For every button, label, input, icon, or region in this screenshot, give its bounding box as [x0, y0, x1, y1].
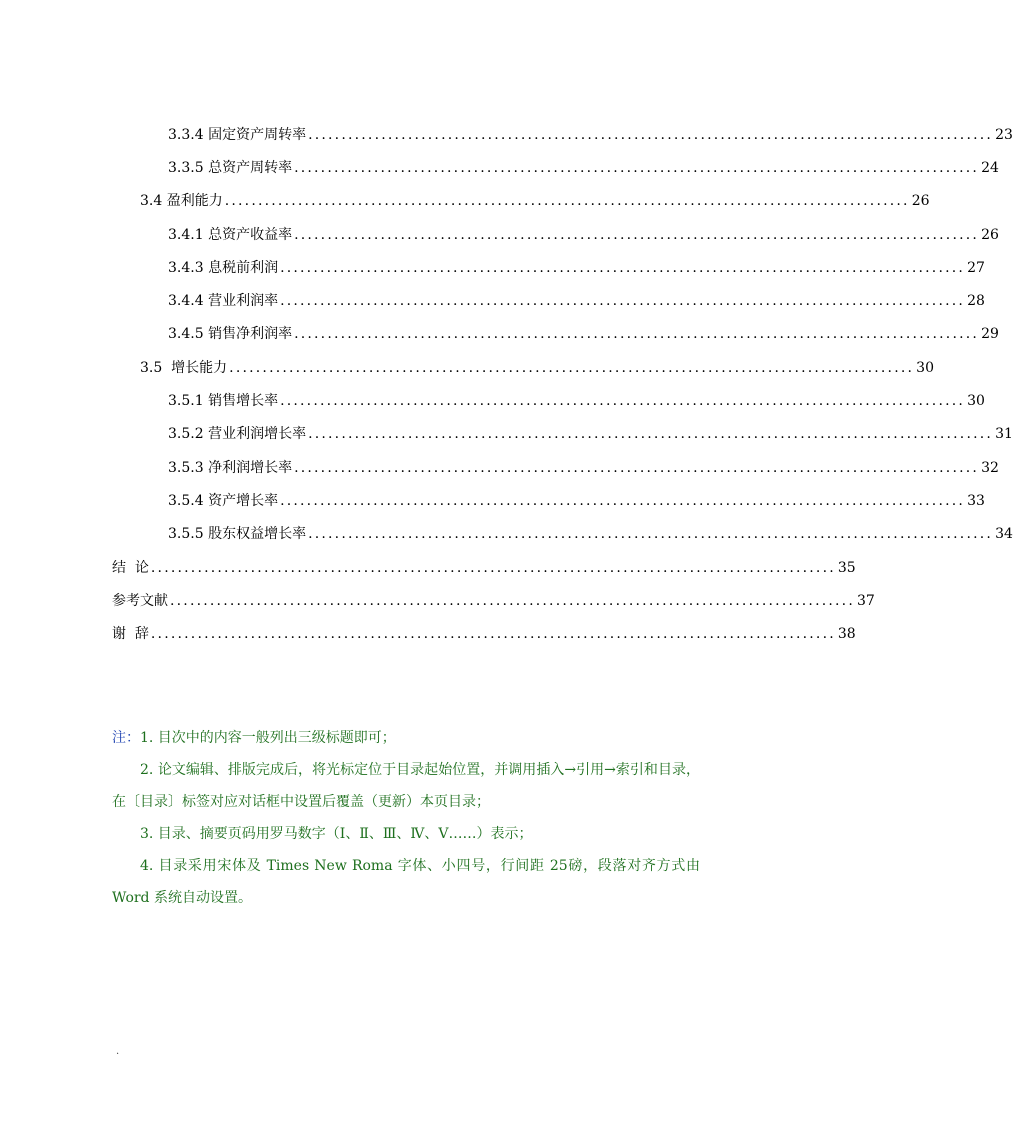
toc-entry-title: 3.5.2 营业利润增长率: [168, 426, 307, 442]
toc-entry-title: 结 论: [112, 560, 149, 576]
toc-leader-dots: .......................................................................................................: [170, 593, 855, 609]
toc-entry-3-3-4[interactable]: [168, 124, 1013, 146]
toc-entry-page: 27: [967, 260, 985, 276]
note-line-1: [112, 722, 700, 754]
toc-leader-dots: .......................................................................................................: [294, 326, 980, 342]
toc-entry-page: 26: [981, 227, 999, 243]
toc-entry-page: 30: [916, 360, 934, 376]
toc-entry-title: 3.5.3 净利润增长率: [168, 460, 293, 476]
toc-entry-title: 3.5 增长能力: [140, 360, 228, 376]
toc-leader-dots: .......................................................................................................: [280, 393, 966, 409]
note-item-2: 2. 论文编辑、排版完成后，将光标定位于目录起始位置，并调用插入→引用→索引和目录，在〔目录〕标签对应对话框中设置后覆盖（更新）本页目录；: [112, 762, 700, 810]
toc-entry-page: 24: [981, 160, 999, 176]
toc-leader-dots: .......................................................................................................: [280, 493, 966, 509]
toc-entry-page: 35: [837, 560, 856, 576]
toc-entry-page: 29: [981, 326, 999, 342]
toc-leader-dots: .......................................................................................................: [308, 426, 994, 442]
toc-entry-conclusion[interactable]: [112, 557, 856, 579]
toc-entry-title: 3.4.5 销售净利润率: [168, 326, 293, 342]
toc-leader-dots: .......................................................................................................: [150, 626, 836, 642]
toc-leader-dots: .......................................................................................................: [294, 227, 980, 243]
toc-entry-title: 3.5.5 股东权益增长率: [168, 526, 307, 542]
toc-entry-3-5-2[interactable]: [168, 423, 1013, 445]
toc-entry-page: 31: [995, 426, 1013, 442]
toc-notes: [112, 722, 700, 914]
toc-entry-3-5-4[interactable]: [168, 490, 985, 512]
toc-leader-dots: .......................................................................................................: [294, 160, 980, 176]
toc-entry-page: 23: [995, 127, 1013, 143]
toc-entry-title: 3.4 盈利能力: [140, 193, 223, 209]
toc-entry-page: 38: [837, 626, 856, 642]
toc-entry-title: 谢 辞: [112, 626, 149, 642]
toc-entry-title: 3.3.4 固定资产周转率: [168, 127, 307, 143]
toc-entry-title: 3.4.3 息税前利润: [168, 260, 279, 276]
toc-leader-dots: .......................................................................................................: [229, 360, 915, 376]
toc-entry-title: 3.4.1 总资产收益率: [168, 227, 293, 243]
toc-entry-title: 3.3.5 总资产周转率: [168, 160, 293, 176]
note-label: 注：: [112, 730, 140, 746]
toc-entry-3-4-1[interactable]: [168, 224, 999, 246]
toc-leader-dots: .......................................................................................................: [224, 193, 910, 209]
toc-entry-3-5-5[interactable]: [168, 523, 1013, 545]
toc-entry-page: 33: [967, 493, 985, 509]
toc-entry-3-3-5[interactable]: [168, 157, 999, 179]
toc-entry-3-4-3[interactable]: [168, 257, 985, 279]
toc-entry-3-4[interactable]: [140, 190, 930, 212]
toc-entry-title: 3.5.4 资产增长率: [168, 493, 279, 509]
note-item-3: 3. 目录、摘要页码用罗马数字（Ⅰ、Ⅱ、Ⅲ、Ⅳ、Ⅴ……）表示；: [140, 826, 533, 842]
toc-entry-acknowledgements[interactable]: [112, 623, 856, 645]
toc-leader-dots: .......................................................................................................: [294, 460, 980, 476]
toc-entry-page: 37: [856, 593, 875, 609]
toc-leader-dots: .......................................................................................................: [280, 293, 966, 309]
toc-entry-page: 32: [981, 460, 999, 476]
toc-entry-page: 28: [967, 293, 985, 309]
toc-entry-3-4-5[interactable]: [168, 323, 999, 345]
toc-entry-page: 26: [911, 193, 930, 209]
footer-mark: .: [116, 1046, 120, 1057]
toc-entry-page: 34: [995, 526, 1013, 542]
toc-entry-title: 参考文献: [112, 593, 168, 609]
toc-entry-3-5[interactable]: [140, 357, 934, 379]
toc-leader-dots: .......................................................................................................: [280, 260, 966, 276]
toc-entry-title: 3.4.4 营业利润率: [168, 293, 279, 309]
toc-entry-references[interactable]: [112, 590, 875, 612]
note-item-1: 1. 目次中的内容一般列出三级标题即可；: [140, 730, 396, 746]
toc-entry-3-5-3[interactable]: [168, 457, 999, 479]
note-item-4: 4. 目录采用宋体及 Times New Roma 字体、小四号，行间距 25磅，段落对齐方式由 Word 系统自动设置。: [112, 858, 700, 906]
toc-entry-3-4-4[interactable]: [168, 290, 985, 312]
toc-leader-dots: .......................................................................................................: [150, 560, 836, 576]
toc-leader-dots: .......................................................................................................: [308, 526, 994, 542]
toc-entry-title: 3.5.1 销售增长率: [168, 393, 279, 409]
toc-entry-page: 30: [967, 393, 985, 409]
toc-leader-dots: .......................................................................................................: [308, 127, 994, 143]
toc-entry-3-5-1[interactable]: [168, 390, 985, 412]
